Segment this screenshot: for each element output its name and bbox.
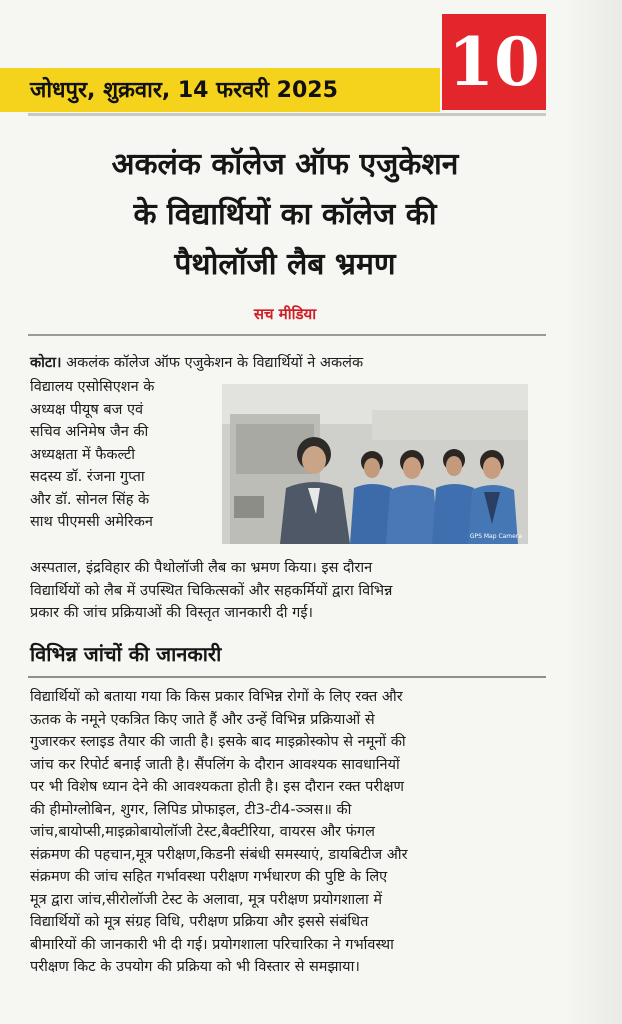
text-line: ऊतक के नमूने एकत्रित किए जाते हैं और उन्हें विभिन्न प्रक्रियाओं से bbox=[30, 711, 375, 728]
headline-line: अकलंक कॉलेज ऑफ एजुकेशन bbox=[111, 147, 459, 182]
text-line: संक्रमण की जांच सहित गर्भावस्था परीक्षण गर्भधारण की पुष्टि के लिए bbox=[30, 869, 388, 885]
text-line: की हीमोग्लोबिन, शुगर, लिपिड प्रोफाइल, टी3-टी4-ञ्ञस॥ की bbox=[30, 801, 352, 818]
text-line: बीमारियों की जानकारी भी दी गई। प्रयोगशाला परिचारिका ने गर्भावस्था bbox=[30, 936, 394, 953]
text-line: संक्रमण की पहचान,मूत्र परीक्षण,किडनी संबंधी समस्याएं, डायबिटीज और bbox=[30, 846, 408, 863]
lab-students-photo bbox=[222, 384, 528, 544]
subheading: विभिन्न जांचों की जानकारी bbox=[30, 642, 222, 666]
text-line: और डॉ. सोनल सिंह के bbox=[30, 491, 150, 508]
headline-line: पैथोलॉजी लैब भ्रमण bbox=[174, 247, 396, 282]
text-line: विद्यार्थियों को बताया गया कि किस प्रकार विभिन्न रोगों के लिए रक्त और bbox=[30, 689, 403, 705]
text-line: सचिव अनिमेष जैन की bbox=[30, 424, 149, 440]
paragraph-1-first-line bbox=[30, 352, 538, 375]
dateline: जोधपुर, शुक्रवार, 14 फरवरी 2025 bbox=[30, 78, 338, 103]
byline: सच मीडिया bbox=[253, 305, 317, 323]
text-line: प्रकार की जांच प्रक्रियाओं की विस्तृत जानकारी दी गई। bbox=[30, 605, 313, 621]
text-line: गुजारकर स्लाइड तैयार की जाती है। इसके बाद माइक्रोस्कोप से नमूनों की bbox=[30, 734, 406, 750]
text-line: जांच,बायोप्सी,माइक्रोबायोलॉजी टेस्ट,बैक्टीरिया, वायरस और फंगल bbox=[30, 824, 375, 840]
text-line: अस्पताल, इंद्रविहार की पैथोलॉजी लैब का भ्रमण किया। इस दौरान bbox=[30, 560, 373, 576]
paragraph-1-continued bbox=[30, 557, 538, 625]
text-line: साथ पीएमसी अमेरिकन bbox=[30, 514, 153, 530]
dateline-city: कोटा। bbox=[30, 355, 62, 371]
text-line: विद्यार्थियों को मूत्र संग्रह विधि, परीक्षण प्रक्रिया और इससे संबंधित bbox=[30, 914, 369, 930]
text-line: अध्यक्षता में फैकल्टी bbox=[30, 446, 135, 463]
subheading-divider bbox=[28, 676, 546, 678]
byline-divider bbox=[28, 334, 546, 336]
page-edge-shadow bbox=[562, 0, 622, 1024]
headline-line: के विद्यार्थियों का कॉलेज की bbox=[133, 197, 437, 232]
photo-credit: GPS Map Camera bbox=[469, 533, 522, 540]
article-photo bbox=[222, 384, 528, 544]
text-line: सदस्य डॉ. रंजना गुप्ता bbox=[30, 469, 145, 485]
text-line: अध्यक्ष पीयूष बज एवं bbox=[30, 401, 144, 418]
header-divider bbox=[28, 113, 546, 116]
page-number: 10 bbox=[448, 23, 540, 101]
paragraph-text: अकलंक कॉलेज ऑफ एजुकेशन के विद्यार्थियों ने अकलंक bbox=[66, 355, 364, 371]
text-line: मूत्र द्वारा जांच,सीरोलॉजी टेस्ट के अलावा, मूत्र परीक्षण प्रयोगशाला में bbox=[30, 891, 383, 908]
paragraph-1-wrap-column bbox=[30, 376, 216, 534]
text-line: पर भी विशेष ध्यान देने की आवश्यकता होती है। इस दौरान रक्त परीक्षण bbox=[30, 779, 404, 795]
text-line: जांच कर रिपोर्ट बनाई जाती है। सैंपलिंग के दौरान आवश्यक सावधानियों bbox=[30, 756, 400, 773]
text-line: विद्यार्थियों को लैब में उपस्थित चिकित्सकों और सहकर्मियों द्वारा विभिन्न bbox=[30, 582, 393, 599]
text-line: परीक्षण किट के उपयोग की प्रक्रिया को भी विस्तार से समझाया। bbox=[30, 959, 360, 975]
text-line: विद्यालय एसोसिएशन के bbox=[30, 379, 155, 395]
paragraph-2 bbox=[30, 686, 540, 979]
headline bbox=[30, 140, 540, 290]
